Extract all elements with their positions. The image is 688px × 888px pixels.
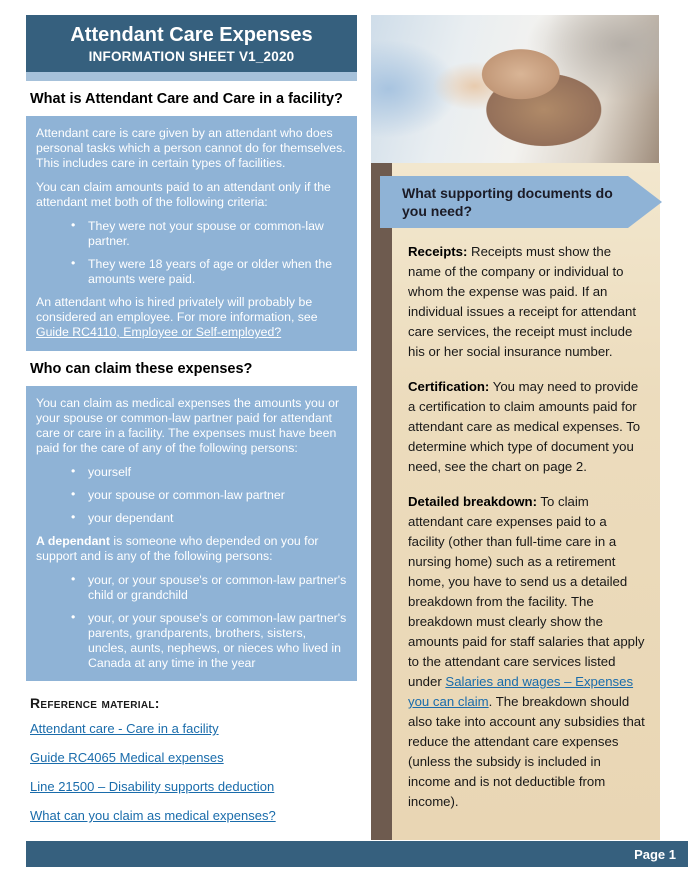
breakdown-paragraph: [408, 492, 646, 812]
list-item: • They were not your spouse or common-law partner.: [88, 219, 347, 249]
link-what-can-you-claim[interactable]: What can you claim as medical expenses?: [30, 808, 276, 823]
page-footer: [26, 841, 688, 867]
banner-label: What supporting documents do you need?: [380, 176, 628, 228]
link-guide-rc4110[interactable]: Guide RC4110, Employee or Self-employed?: [36, 325, 282, 339]
page-subtitle: INFORMATION SHEET V1_2020: [88, 49, 295, 64]
breakdown-text-before: To claim attendant care expenses paid to a facility (other than full-time care in a nursing home) such as a retirement home, you have to send us a detailed breakdown from the facility. The breakdown must clearly show the amounts paid for staff salaries that apply to the attendant care services listed under: [408, 494, 645, 689]
link-guide-rc4065[interactable]: Guide RC4065 Medical expenses: [30, 750, 224, 765]
document-header: [26, 15, 357, 72]
certification-paragraph: [408, 377, 646, 477]
paragraph: [36, 534, 347, 564]
hands-photo: [371, 15, 659, 163]
paragraph: Attendant care is care given by an attendant who does personal tasks which a person cannot do for themselves. This includes care in certain types of facilities.: [36, 126, 346, 170]
certification-text: You may need to provide a certification to claim amounts paid for attendant care as medical expenses. To determine which type of document you need, see the chart on page 2.: [408, 379, 641, 474]
section-heading-who-can-claim: Who can claim these expenses?: [26, 351, 357, 386]
reference-material-heading: Reference material:: [30, 695, 160, 711]
list-item: • They were 18 years of age or older when the amounts were paid.: [88, 257, 347, 287]
link-line-21500[interactable]: Line 21500 – Disability supports deduction: [30, 779, 275, 794]
arrow-right-icon: [628, 176, 662, 228]
page-number-label: Page 1: [634, 846, 676, 862]
bullet-list: [36, 219, 347, 287]
paragraph: You can claim amounts paid to an attendant only if the attendant met both of the following criteria:: [36, 180, 331, 209]
list-item: • yourself: [88, 465, 347, 480]
bullet-list: [36, 465, 347, 526]
supporting-documents-text: [408, 242, 646, 827]
paragraph-text: is someone who depended on you for support and is any of the following persons:: [36, 534, 319, 563]
link-salaries-and-wages[interactable]: Salaries and wages – Expenses you can claim: [408, 674, 634, 709]
page-title: Attendant Care Expenses: [70, 24, 313, 46]
paragraph: [36, 295, 347, 340]
info-box-who-can-claim: [26, 386, 357, 681]
breakdown-lead: Detailed breakdown:: [408, 494, 537, 509]
link-attendant-care-facility[interactable]: Attendant care - Care in a facility: [30, 721, 219, 736]
brown-accent-strip: [371, 163, 392, 840]
paragraph-text: An attendant who is hired privately will probably be considered an employee. For more information, see: [36, 295, 318, 324]
bullet-list: [36, 573, 347, 671]
header-accent-strip: [26, 72, 357, 81]
certification-lead: Certification:: [408, 379, 490, 394]
supporting-documents-banner: [380, 176, 662, 228]
section-heading-what-is-attendant-care: What is Attendant Care and Care in a facility?: [26, 81, 357, 116]
paragraph: You can claim as medical expenses the amounts you or your spouse or common-law partner paid for attendant care or care in a facility. The expenses must have been paid for the care of any of the following persons:: [36, 396, 340, 455]
receipts-text: Receipts must show the name of the company or individual to whom the expense was paid. If an individual issues a receipt for attendant care services, the receipt must include his or her social insurance number.: [408, 244, 636, 359]
receipts-lead: Receipts:: [408, 244, 468, 259]
list-item: • your dependant: [88, 511, 347, 526]
list-item: • your, or your spouse's or common-law partner's parents, grandparents, brothers, sisters, uncles, aunts, nephews, or nieces who lived in Canada at any time in the year: [88, 611, 347, 671]
bold-lead-dependant: A dependant: [36, 534, 111, 548]
left-column: [26, 15, 357, 837]
breakdown-text-after: . The breakdown should also take into account any subsidies that reduce the attendant care expenses (unless the subsidy is included in income and is not deductible from income).: [408, 694, 645, 809]
reference-material-section: [26, 681, 357, 823]
list-item: • your spouse or common-law partner: [88, 488, 347, 503]
list-item: • your, or your spouse's or common-law partner's child or grandchild: [88, 573, 347, 603]
info-box-attendant-care: [26, 116, 357, 351]
receipts-paragraph: [408, 242, 646, 362]
